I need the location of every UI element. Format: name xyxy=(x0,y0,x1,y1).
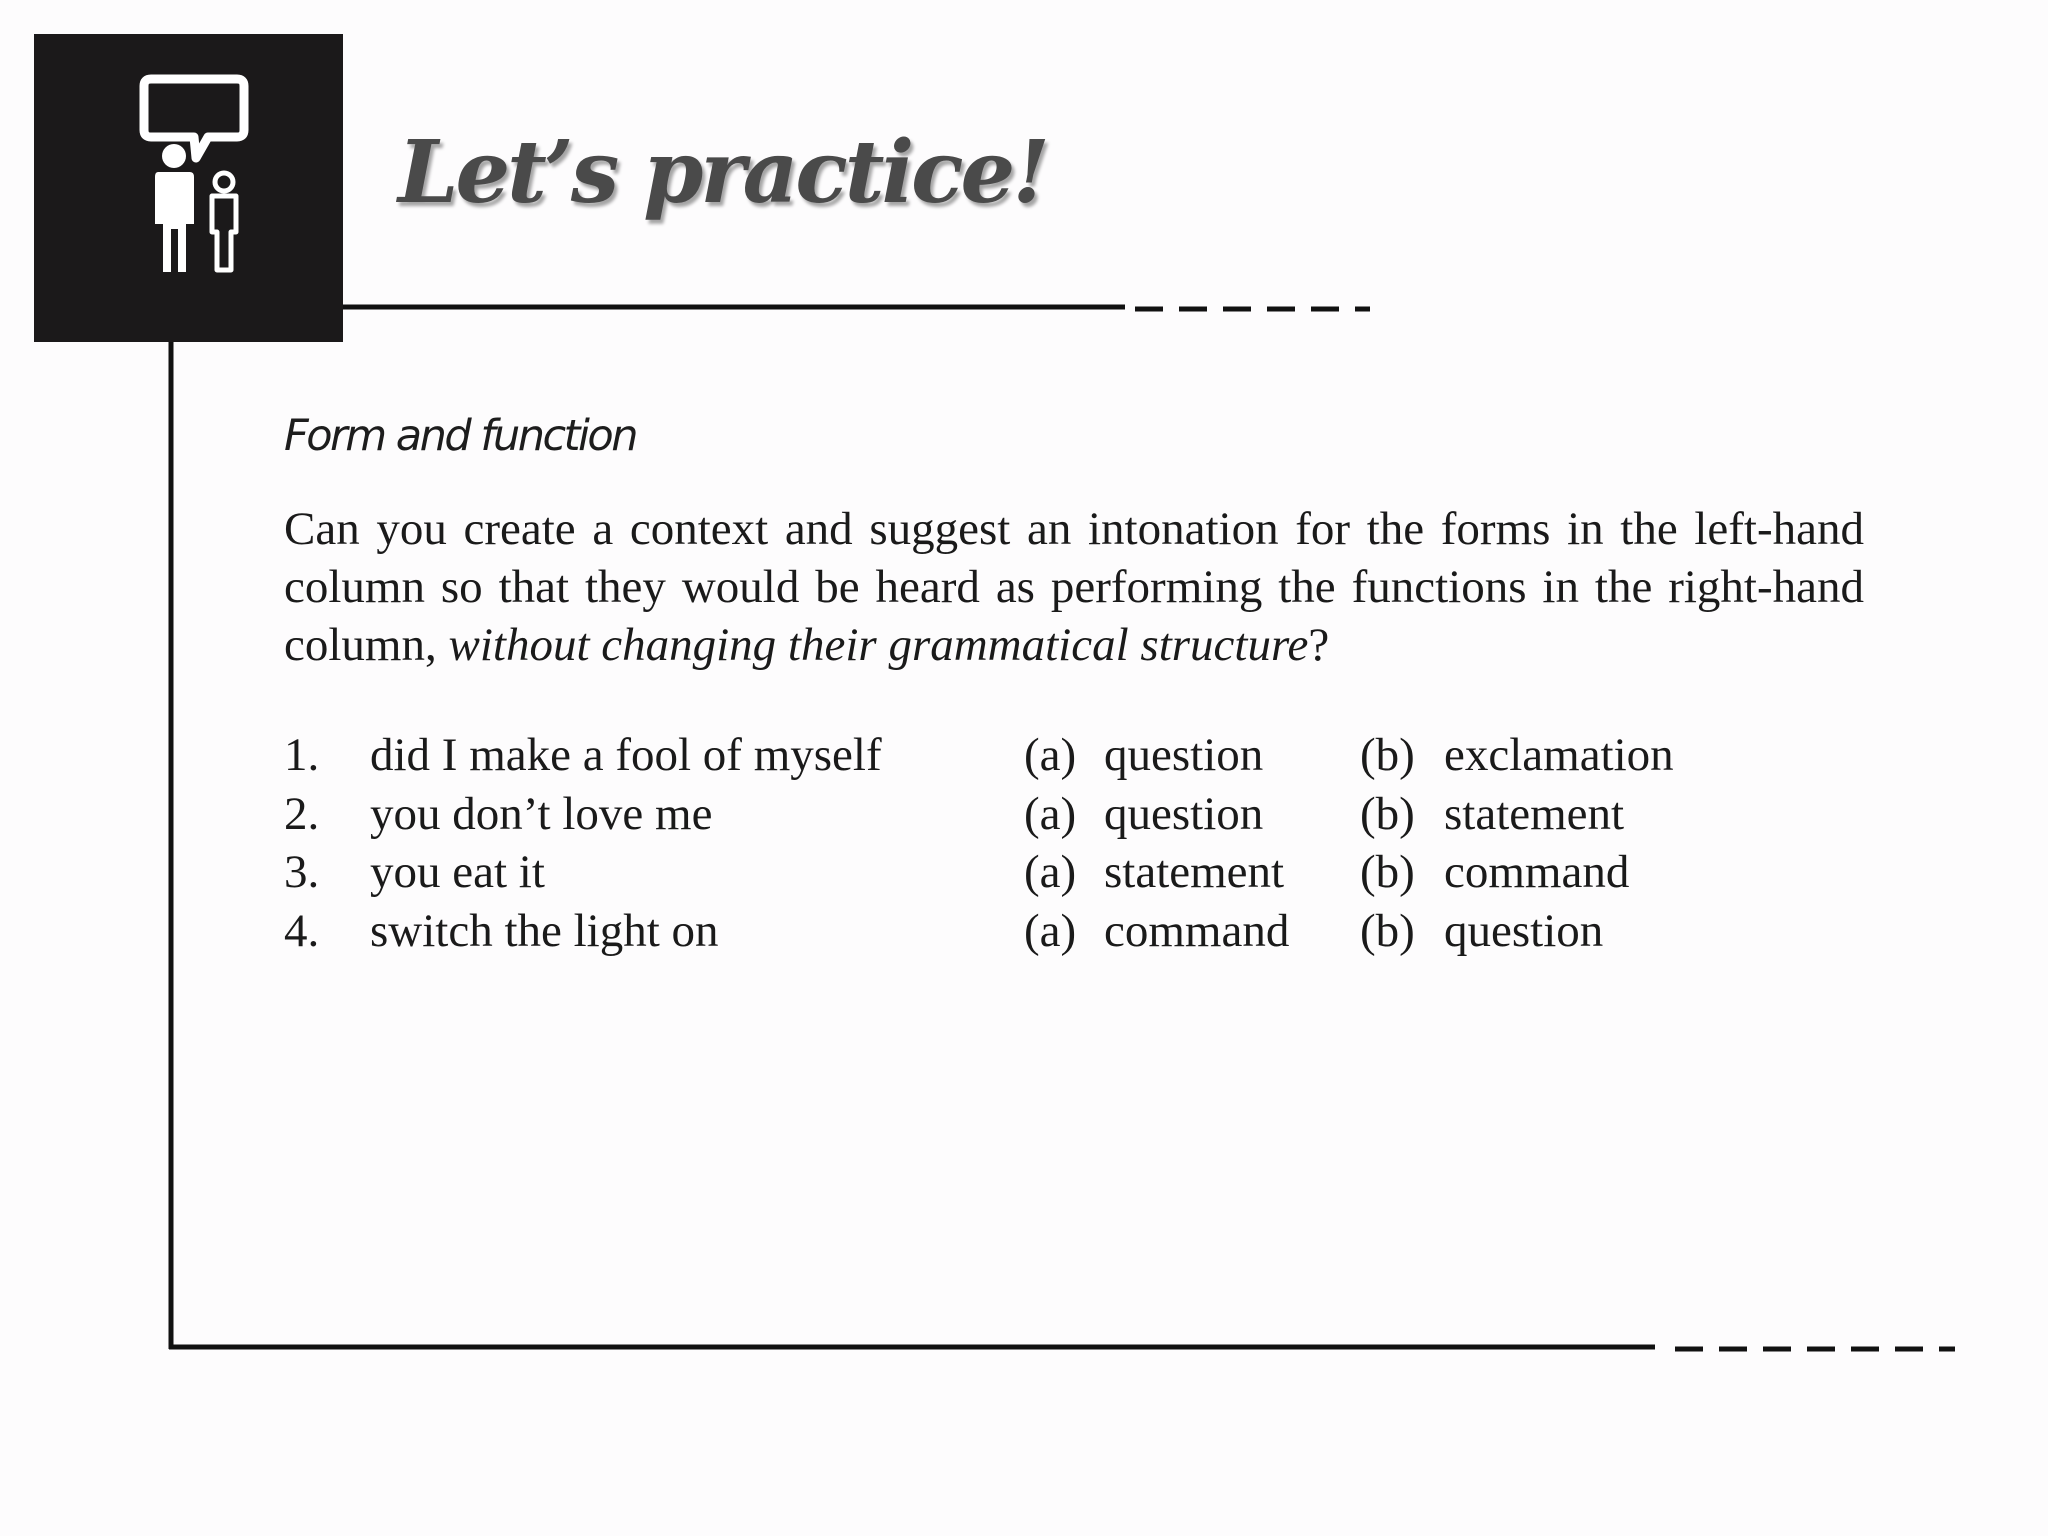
option-b-label: (b) xyxy=(1360,729,1415,781)
item-number: 4. xyxy=(284,904,320,957)
item-phrase: you eat it xyxy=(370,846,545,898)
option-a: question xyxy=(1104,729,1264,781)
option-a-label: (a) xyxy=(1024,787,1077,840)
instruction-emphasis: without changing their grammatical structure xyxy=(448,619,1309,671)
option-a: command xyxy=(1104,904,1290,957)
option-a: statement xyxy=(1104,846,1285,898)
option-b-label: (b) xyxy=(1360,904,1415,957)
option-a-label: (a) xyxy=(1024,904,1077,957)
item-number: 3. xyxy=(284,846,320,898)
content xyxy=(284,404,1864,674)
item-number: 1. xyxy=(284,729,320,781)
option-b: question xyxy=(1444,904,1604,957)
option-b: exclamation xyxy=(1444,729,1674,781)
instruction-text: Can you create a context and suggest an intonation for the forms in the left-hand column so that they would be heard as performing the functions in the right-hand column, xyxy=(284,503,1864,671)
option-a: question xyxy=(1104,787,1264,840)
instruction-end: ? xyxy=(1308,619,1330,671)
teacher-student-speech-icon xyxy=(34,34,343,342)
option-b: statement xyxy=(1444,787,1625,840)
option-b: command xyxy=(1444,846,1630,898)
item-phrase: you don’t love me xyxy=(370,787,713,840)
option-b-label: (b) xyxy=(1360,787,1415,840)
option-b-label: (b) xyxy=(1360,846,1415,898)
instruction-paragraph xyxy=(284,500,1864,674)
item-phrase: switch the light on xyxy=(370,904,719,957)
option-a-label: (a) xyxy=(1024,846,1077,898)
option-a-label: (a) xyxy=(1024,729,1077,781)
item-number: 2. xyxy=(284,787,320,840)
item-phrase: did I make a fool of myself xyxy=(370,729,882,781)
page-title: Let’s practice! xyxy=(398,122,1047,223)
section-heading: Form and function xyxy=(284,411,636,461)
